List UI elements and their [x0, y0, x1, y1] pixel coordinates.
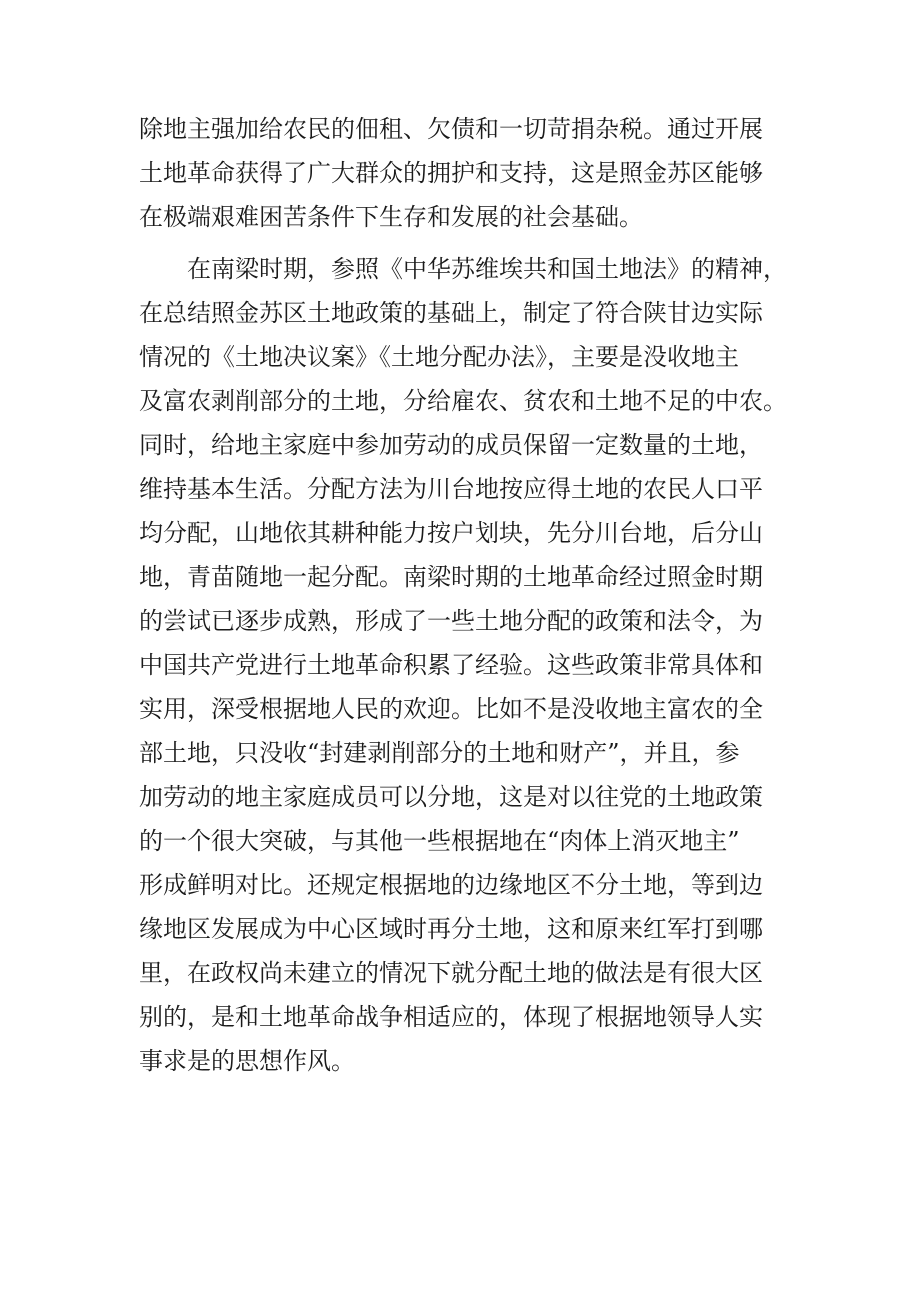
- paragraph-2-line-18: 别的，是和土地革命战争相适应的，体现了根据地领导人实: [139, 1003, 763, 1031]
- paragraph-2-line-16: 缘地区发展成为中心区域时再分土地，这和原来红军打到哪: [139, 915, 763, 943]
- paragraph-2-line-3: 情况的《土地决议案》《土地分配办法》，主要是没收地主: [139, 343, 739, 371]
- paragraph-2-line-2: 在总结照金苏区土地政策的基础上，制定了符合陕甘边实际: [139, 299, 763, 327]
- body-text: [139, 107, 809, 1083]
- paragraph-2-line-5: 同时，给地主家庭中参加劳动的成员保留一定数量的土地，: [139, 431, 763, 459]
- paragraph-2-line-8: 地，青苗随地一起分配。南梁时期的土地革命经过照金时期: [139, 563, 763, 591]
- paragraph-2-line-10: 中国共产党进行土地革命积累了经验。这些政策非常具体和: [139, 651, 763, 679]
- paragraph-1-line-1: 除地主强加给农民的佃租、欠债和一切苛捐杂税。通过开展: [139, 115, 763, 143]
- paragraph-spacer: [139, 239, 809, 247]
- paragraph-2-line-17: 里，在政权尚未建立的情况下就分配土地的做法是有很大区: [139, 959, 763, 987]
- paragraph-2-line-9: 的尝试已逐步成熟，形成了一些土地分配的政策和法令，为: [139, 607, 763, 635]
- paragraph-2-line-4: 及富农剥削部分的土地，分给雇农、贫农和土地不足的中农。: [139, 387, 787, 415]
- paragraph-2-line-12: 部土地，只没收“封建剥削部分的土地和财产”，并且，参: [139, 739, 740, 767]
- paragraph-2-line-19: 事求是的思想作风。: [139, 1047, 355, 1075]
- paragraph-1-line-2: 土地革命获得了广大群众的拥护和支持，这是照金苏区能够: [139, 159, 763, 187]
- paragraph-2-line-13: 加劳动的地主家庭成员可以分地，这是对以往党的土地政策: [139, 783, 763, 811]
- paragraph-2-line-11: 实用，深受根据地人民的欢迎。比如不是没收地主富农的全: [139, 695, 763, 723]
- paragraph-2-line-7: 均分配，山地依其耕种能力按户划块，先分川台地，后分山: [139, 519, 763, 547]
- paragraph-2-line-14: 的一个很大突破，与其他一些根据地在“肉体上消灭地主”: [139, 827, 740, 855]
- paragraph-2-line-1: 在南梁时期，参照《中华苏维埃共和国土地法》的精神，: [187, 255, 787, 283]
- paragraph-2-line-6: 维持基本生活。分配方法为川台地按应得土地的农民人口平: [139, 475, 763, 503]
- paragraph-2-line-15: 形成鲜明对比。还规定根据地的边缘地区不分土地，等到边: [139, 871, 763, 899]
- paragraph-1-line-3: 在极端艰难困苦条件下生存和发展的社会基础。: [139, 203, 643, 231]
